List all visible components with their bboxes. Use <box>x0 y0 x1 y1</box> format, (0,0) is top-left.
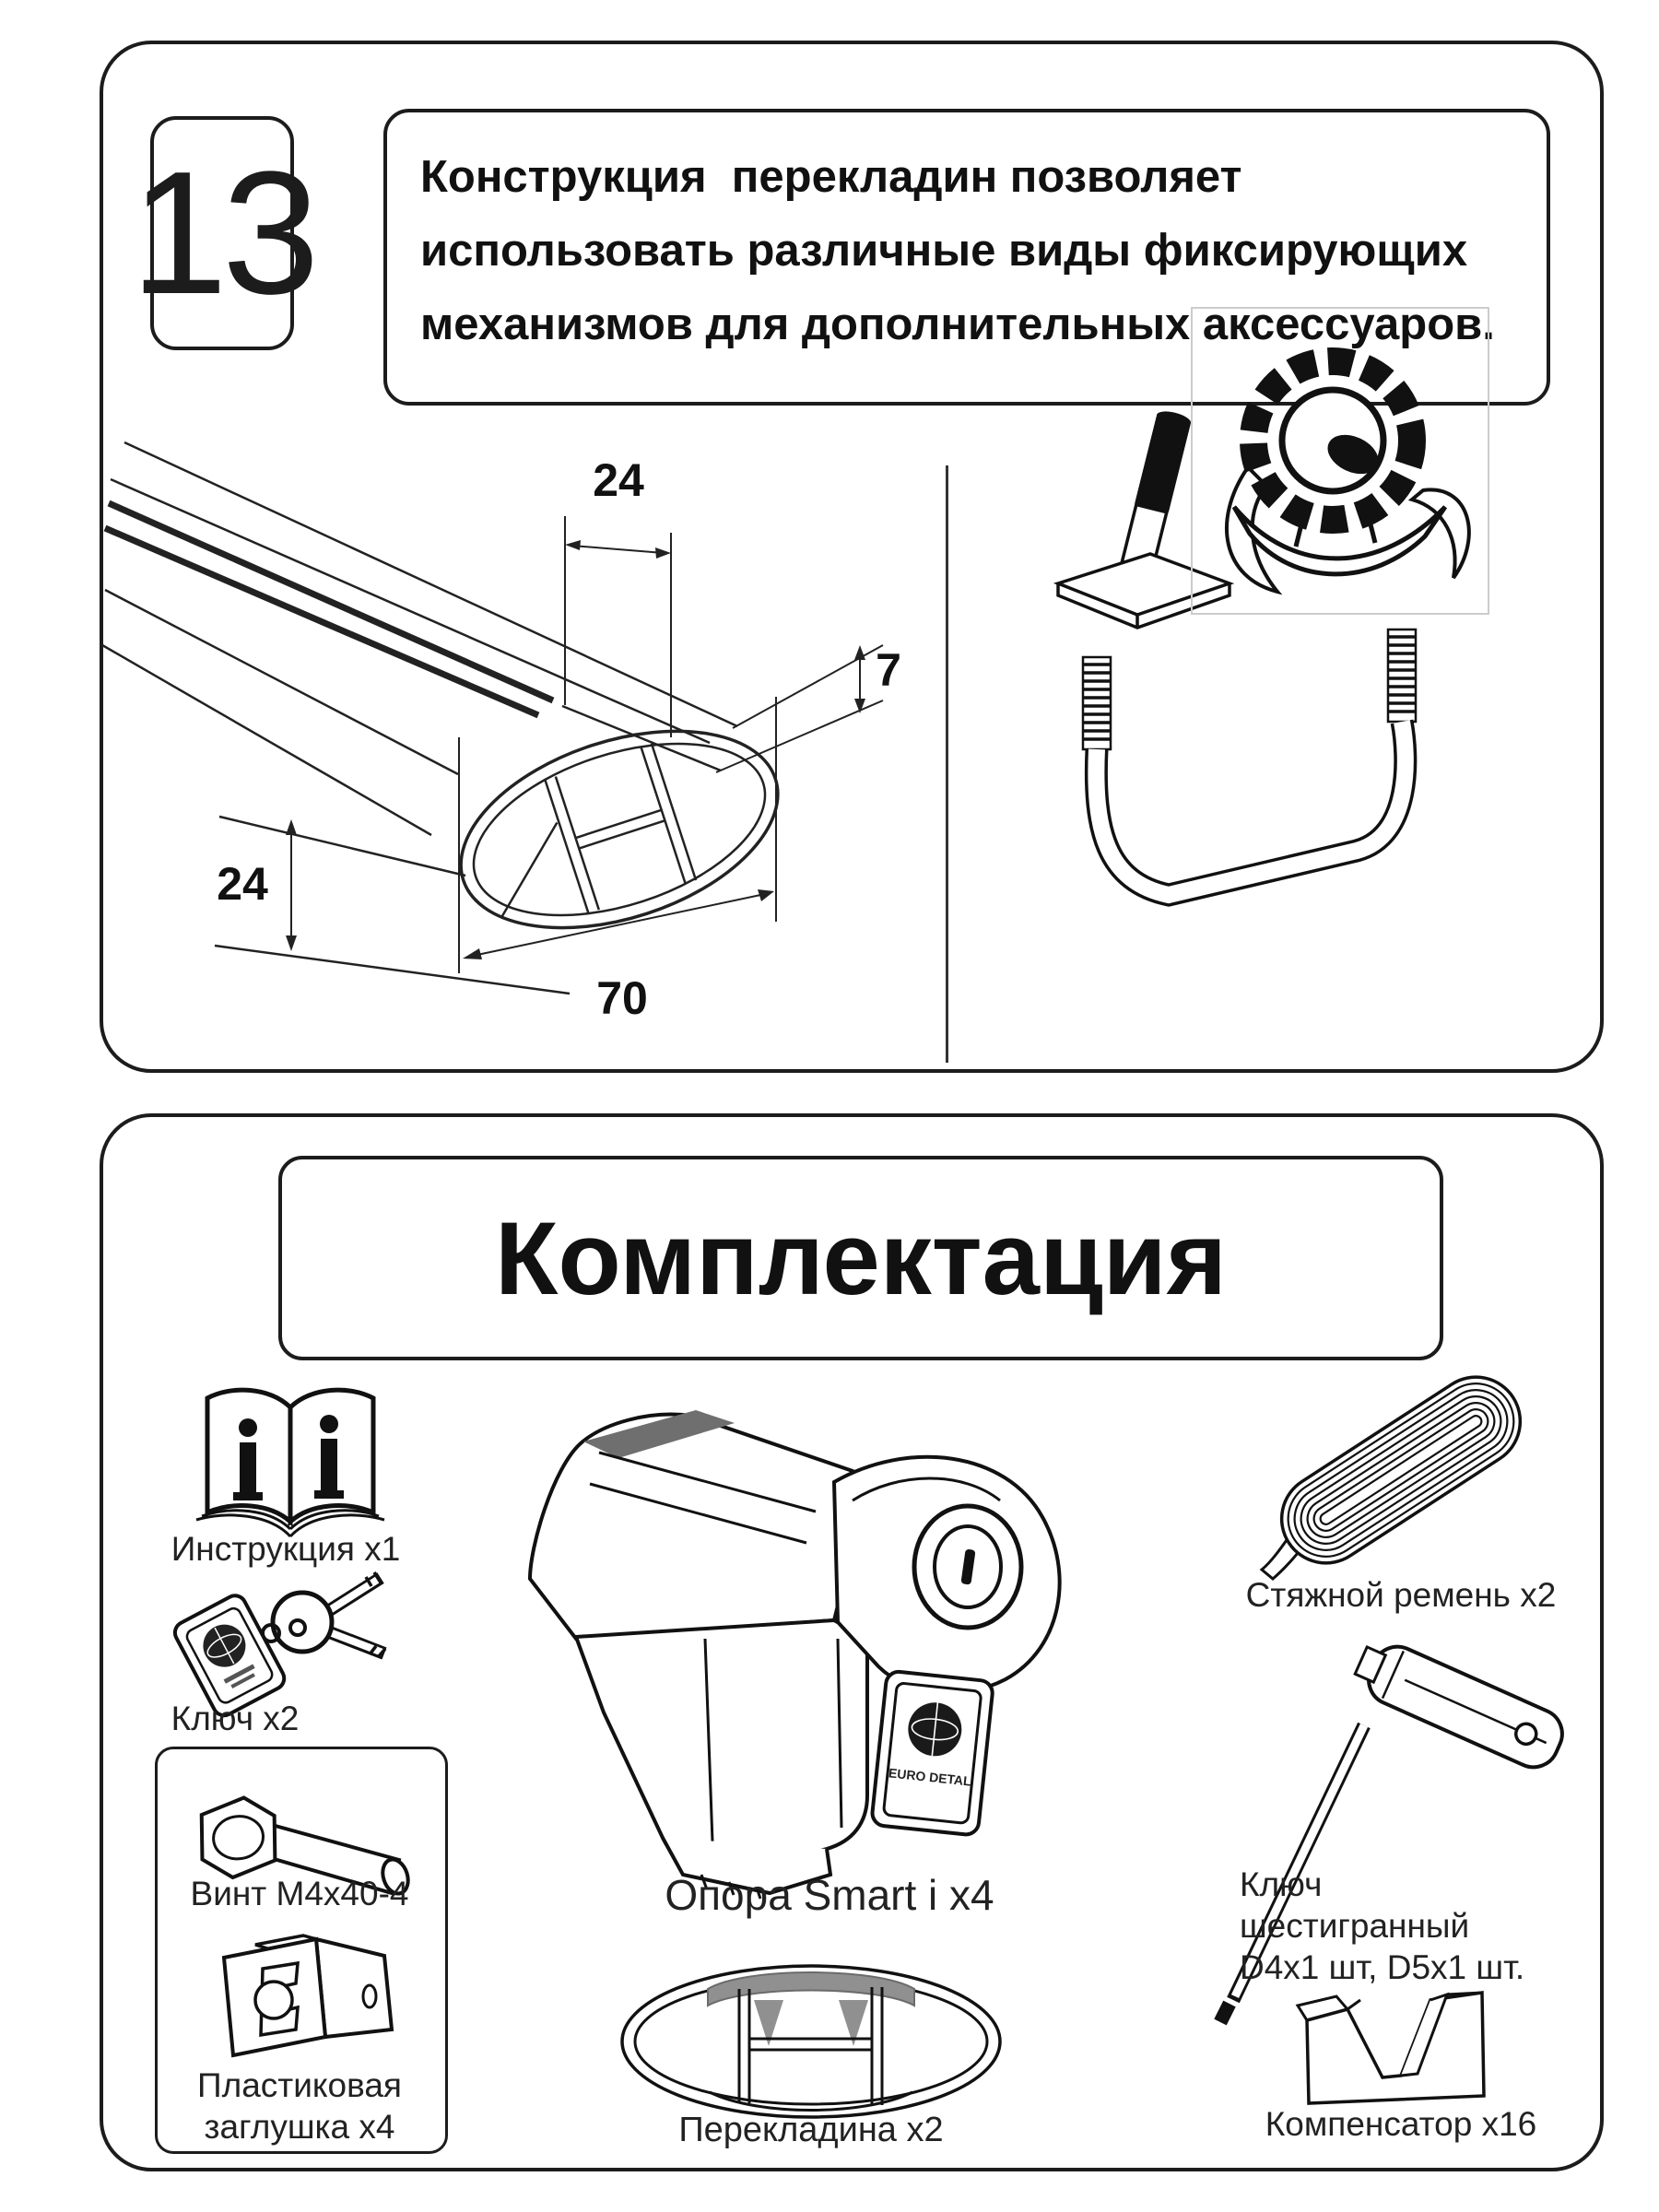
hex-key-label: Ключ шестигранный D4x1 шт, D5x1 шт. <box>1240 1865 1525 1987</box>
crossbar-dimension-drawing <box>92 341 959 1069</box>
screw-label: Винт M4x40-4 <box>190 1875 409 1912</box>
manual-icon <box>189 1376 392 1542</box>
dim-bar-height-label: 24 <box>217 858 268 910</box>
manual-label: Инструкция x1 <box>171 1530 401 1568</box>
kit-title-box <box>278 1156 1443 1360</box>
strap-label: Стяжной ремень x2 <box>1245 1576 1557 1614</box>
dim-slot-width-label: 24 <box>593 454 644 506</box>
foot-illustration <box>465 1362 1111 1897</box>
foot-label: Опора Smart i x4 <box>665 1871 994 1919</box>
strap-icon <box>1258 1369 1544 1585</box>
step-description-line-1: Конструкция перекладин позволяет <box>420 152 1242 202</box>
foot-badge-text: EURO DETAL <box>888 1765 972 1789</box>
kit-title: Комплектация <box>494 1200 1227 1316</box>
compensator-label: Компенсатор x16 <box>1265 2105 1537 2143</box>
step-number-badge <box>130 116 314 350</box>
step-description-line-3: механизмов для дополнительных аксессуаров. <box>420 300 1495 349</box>
step-description-line-2: использовать различные виды фиксирующих <box>420 226 1468 276</box>
foot-badge <box>871 1671 994 1836</box>
u-bolt-illustration <box>1060 604 1447 991</box>
dim-bar-width-label: 70 <box>596 972 648 1024</box>
keys-icon <box>157 1547 387 1717</box>
hex-key-handle <box>1349 1633 1571 1775</box>
knob-clamp-illustration <box>1193 309 1488 613</box>
knob-clamp-frame <box>1191 307 1489 615</box>
panel-divider <box>946 465 948 1063</box>
compensator-icon <box>1288 1963 1519 2115</box>
step-number: 13 <box>130 135 314 331</box>
crossbar-oval-illustration <box>599 1954 1023 2129</box>
dim-flange-height-label: 7 <box>876 644 901 696</box>
dimension-lines <box>291 516 860 973</box>
crossbar-label: Перекладина x2 <box>678 2111 944 2149</box>
plug-icon <box>207 1926 419 2069</box>
plug-label: Пластиковая заглушка x4 <box>197 2066 402 2147</box>
keys-label: Ключ x2 <box>171 1700 300 1737</box>
